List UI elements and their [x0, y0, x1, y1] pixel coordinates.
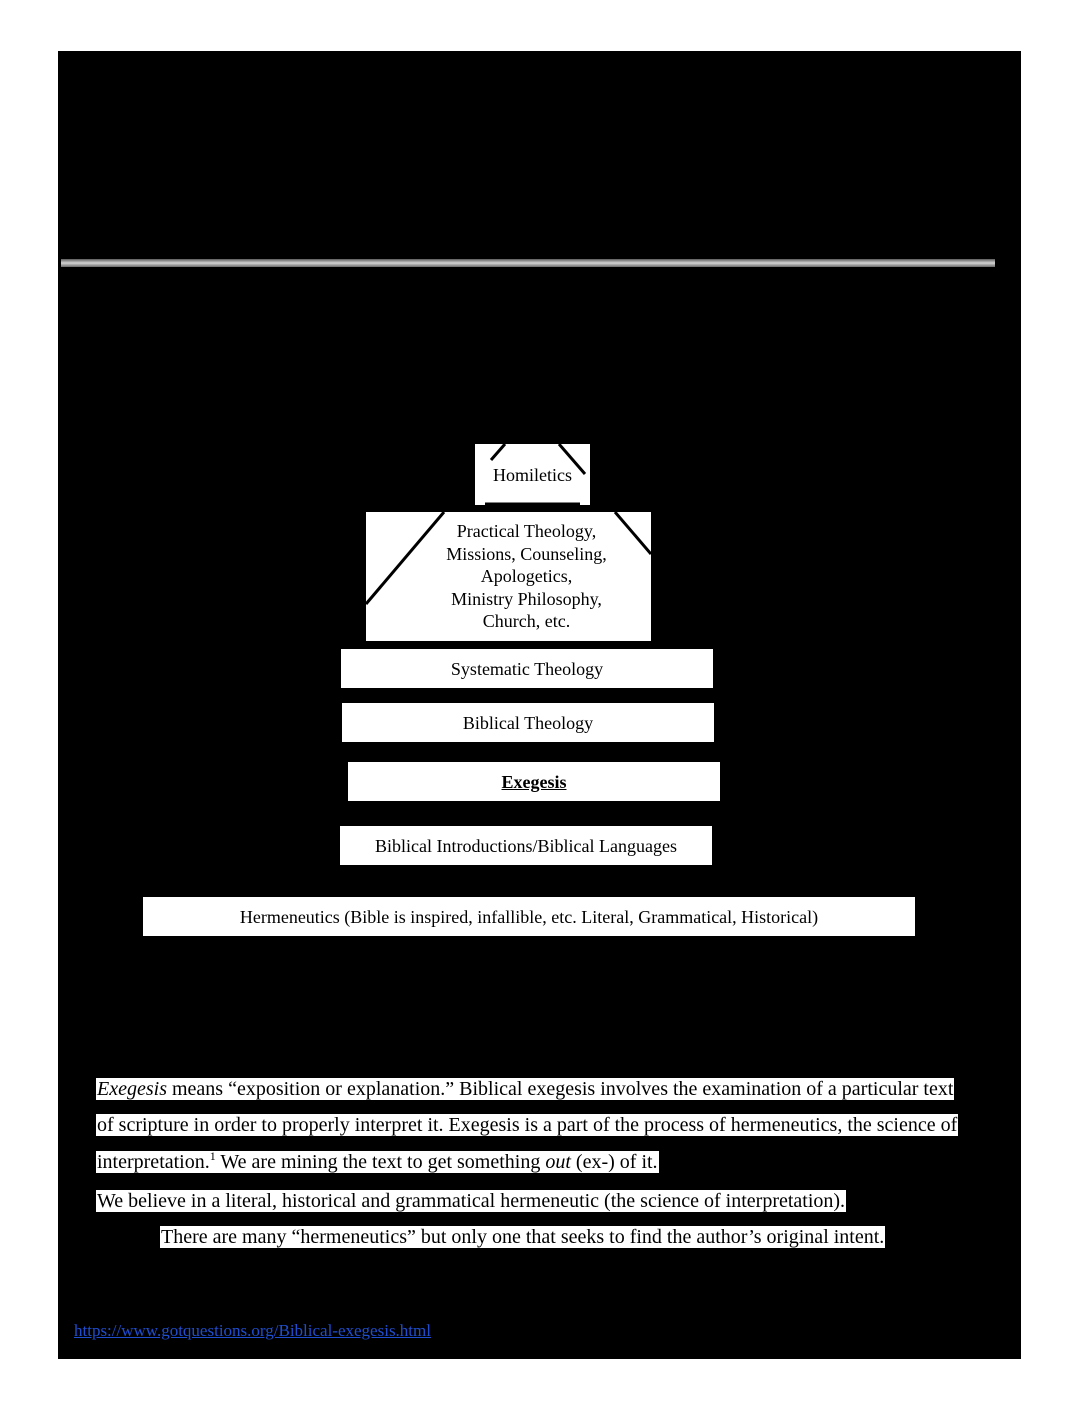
practical-line-2: Missions, Counseling, [446, 543, 607, 564]
exegesis-term: Exegesis [97, 1078, 167, 1100]
footnote-source-link[interactable]: https://www.gotquestions.org/Biblical-exegesis.html [74, 1321, 431, 1340]
practical-theology-label [446, 520, 607, 633]
body-line-5 [160, 1226, 885, 1248]
hermeneutics-box [143, 897, 915, 936]
exegesis-label: Exegesis [501, 771, 567, 792]
body-line-3-a: interpretation. [97, 1151, 210, 1173]
body-line-4 [96, 1190, 846, 1212]
practical-line-5: Church, etc. [482, 611, 571, 632]
practical-line-3: Apologetics, [480, 566, 573, 587]
body-line-4-text: We believe in a literal, historical and grammatical hermeneutic (the science of interpretation). [97, 1190, 846, 1212]
body-line-3-highlight [96, 1151, 659, 1173]
body-line-3 [96, 1151, 659, 1173]
body-line-2 [96, 1114, 958, 1136]
emphasis-out: out [545, 1151, 571, 1173]
practical-theology-box [366, 512, 651, 641]
systematic-theology-box [341, 649, 713, 688]
body-line-5-text: There are many “hermeneutics” but only one that seeks to find the author’s original intent. [161, 1226, 885, 1248]
body-line-1 [96, 1078, 954, 1100]
document-page [58, 51, 1021, 1359]
exegesis-box [348, 762, 720, 801]
systematic-theology-label: Systematic Theology [450, 658, 604, 679]
footnote-marker: 1 [209, 1149, 216, 1163]
hermeneutics-label: Hermeneutics (Bible is inspired, infallible, etc. Literal, Grammatical, Historical) [239, 906, 819, 927]
biblical-introductions-label: Biblical Introductions/Biblical Languages [375, 835, 677, 856]
practical-line-4: Ministry Philosophy, [451, 588, 602, 609]
body-line-3-b: We are mining the text to get something [215, 1151, 546, 1173]
horizontal-rule [61, 259, 995, 267]
homiletics-box [475, 444, 590, 505]
homiletics-label: Homiletics [493, 464, 572, 485]
practical-line-1: Practical Theology, [456, 521, 597, 542]
body-line-2-text: of scripture in order to properly interpret it. Exegesis is a part of the process of hermeneutics, the science of [97, 1114, 958, 1136]
body-line-3-c: (ex-) of it. [570, 1151, 658, 1173]
biblical-theology-box [342, 703, 714, 742]
biblical-theology-label: Biblical Theology [462, 712, 594, 733]
body-line-1-highlight [96, 1078, 954, 1100]
body-line-1-text: means “exposition or explanation.” Biblical exegesis involves the examination of a particular text [166, 1078, 954, 1100]
biblical-introductions-box [340, 826, 712, 865]
